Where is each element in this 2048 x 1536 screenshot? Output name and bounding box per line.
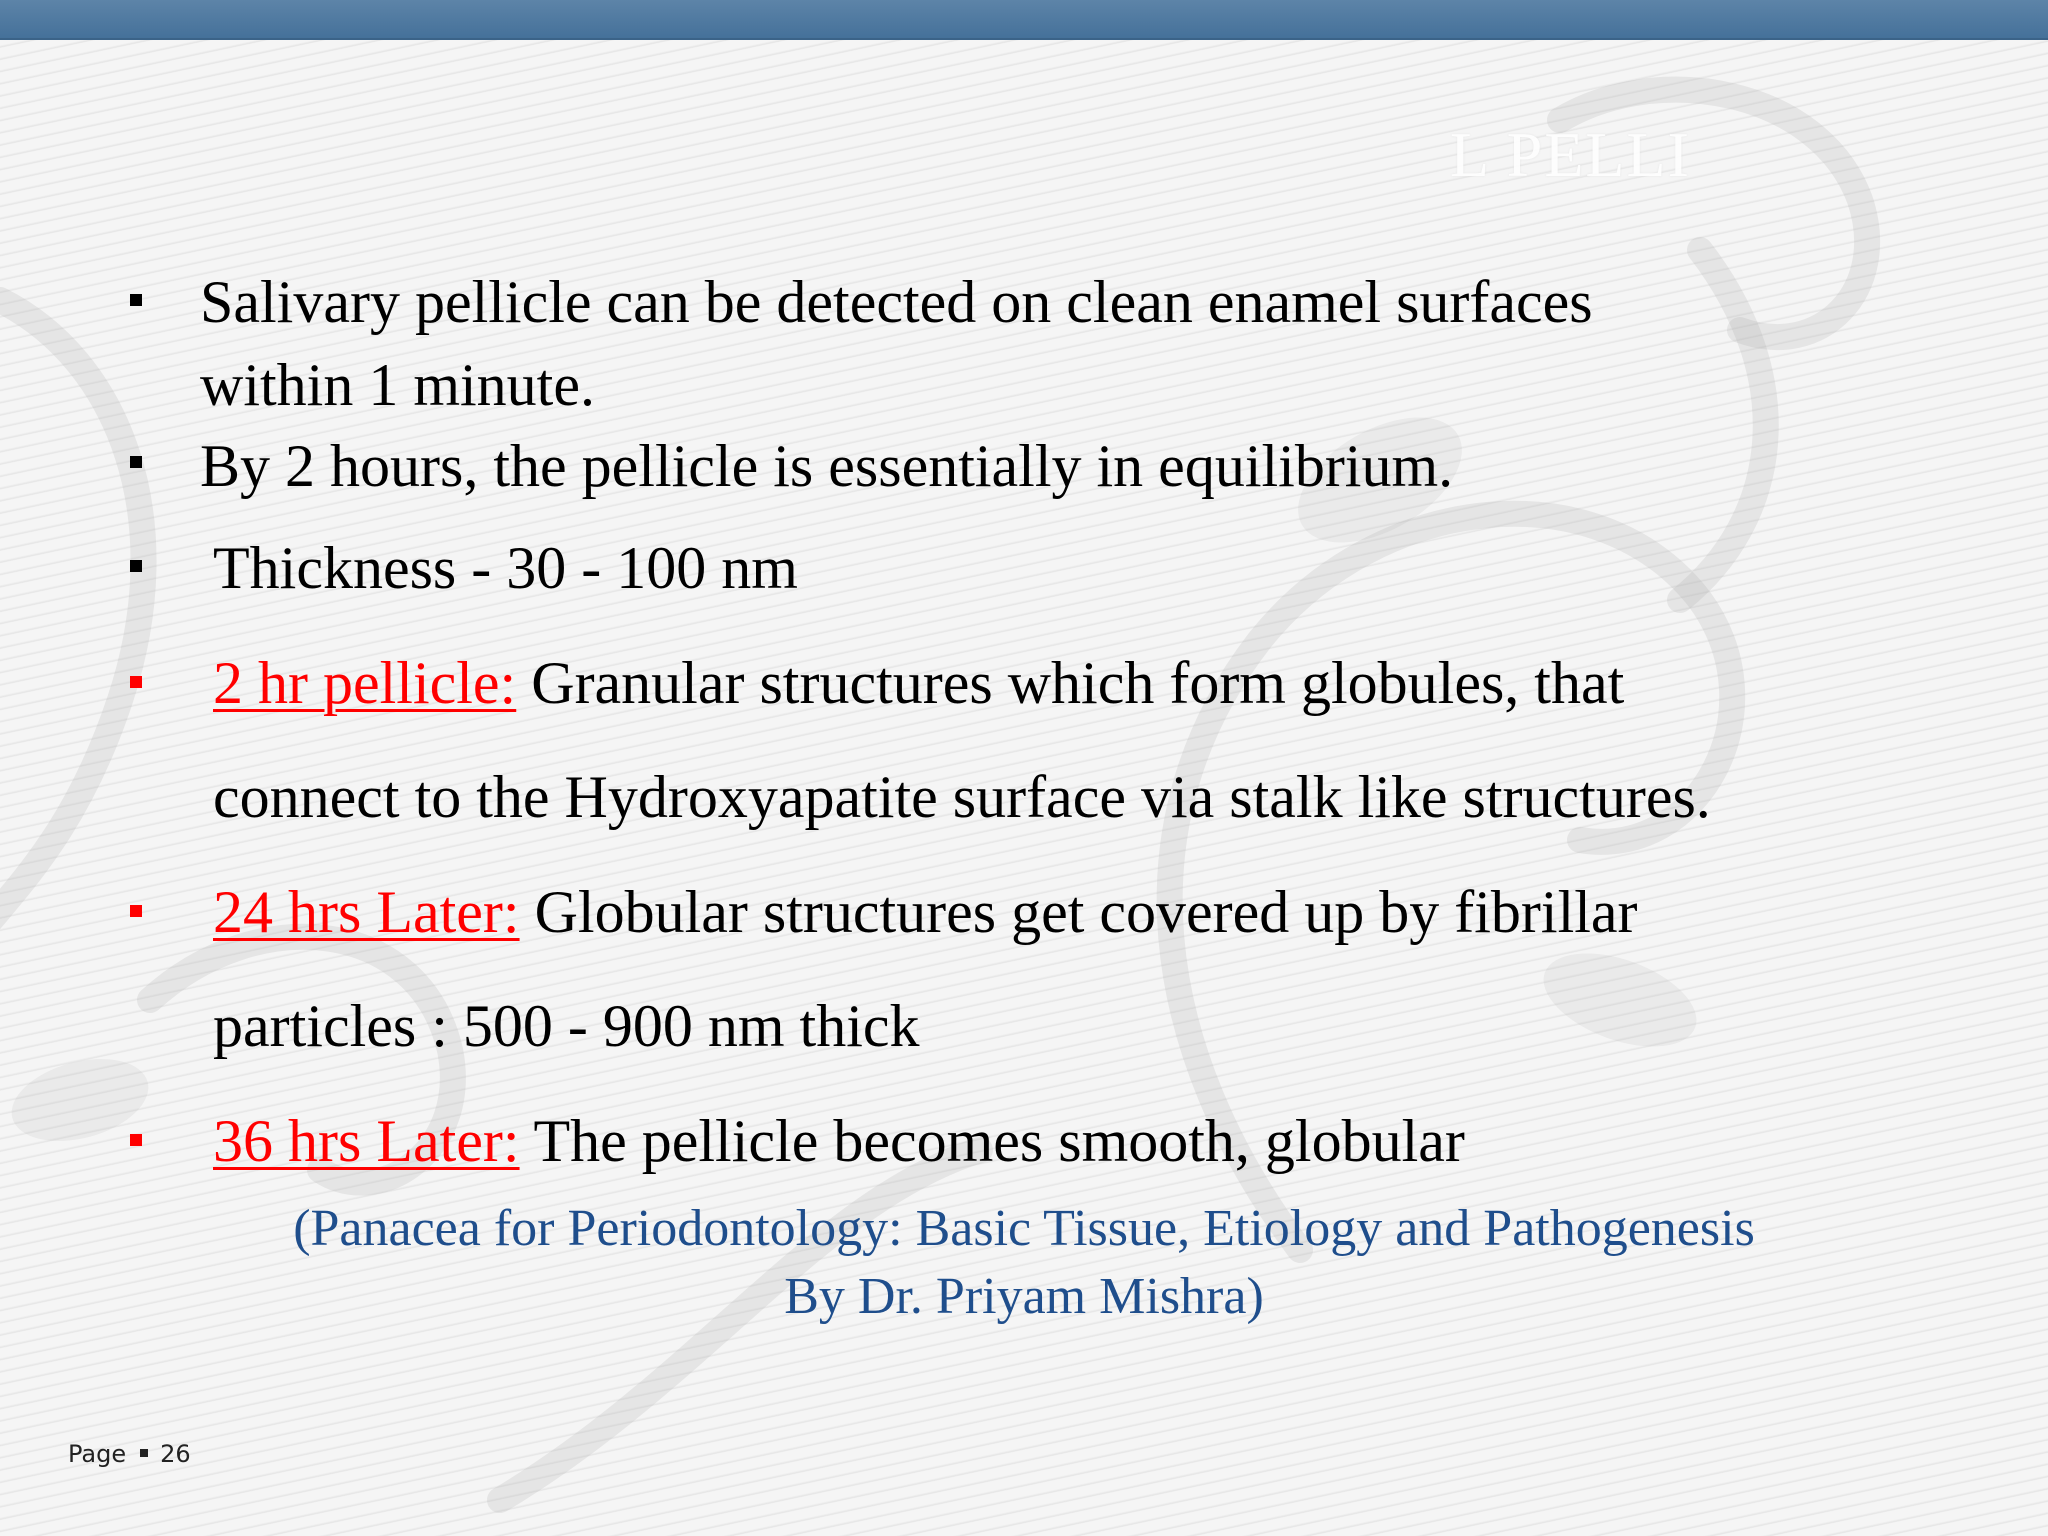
bullet-text-rest: Globular structures get covered up by fibrillar — [519, 879, 1638, 945]
bullet-highlight: 36 hrs Later: — [213, 1108, 520, 1174]
bullet-text-line: connect to the Hydroxyapatite surface via stalk like structures. — [213, 764, 1711, 830]
bullet-text-rest: Granular structures which form globules, that — [516, 650, 1625, 716]
bullet-highlight: 24 hrs Later: — [213, 879, 520, 945]
bullet-text-line: By 2 hours, the pellicle is essentially in equilibrium. — [200, 433, 1454, 499]
bullet-text-rest: The pellicle becomes smooth, globular — [519, 1108, 1465, 1174]
bullet-text-line: within 1 minute. — [200, 352, 595, 418]
bullet-highlight: 2 hr pellicle: — [213, 650, 517, 716]
citation — [0, 1195, 2048, 1331]
page-footer — [68, 1440, 191, 1468]
citation-line: (Panacea for Periodontology: Basic Tissue, Etiology and Pathogenesis — [293, 1200, 1755, 1257]
bullet-text-line — [213, 641, 1624, 725]
square-bullet-icon — [130, 294, 142, 306]
bullet-text-line: Thickness - 30 - 100 nm — [213, 535, 798, 601]
square-bullet-icon — [130, 456, 142, 468]
square-bullet-icon — [130, 676, 142, 688]
square-bullet-icon — [130, 1134, 142, 1146]
bullet-text-line: particles : 500 - 900 nm thick — [213, 993, 920, 1059]
bullet-text-line — [213, 870, 1638, 954]
square-bullet-icon — [140, 1449, 148, 1457]
slide-title: L PELLI — [1450, 119, 1691, 190]
bullet-text-line — [213, 1099, 1465, 1183]
page-number: 26 — [160, 1440, 191, 1468]
page-label: Page — [68, 1440, 127, 1468]
square-bullet-icon — [130, 905, 142, 917]
square-bullet-icon — [130, 560, 142, 572]
bullet-text-line: Salivary pellicle can be detected on clean enamel surfaces — [200, 269, 1593, 335]
citation-line: By Dr. Priyam Mishra) — [784, 1268, 1264, 1325]
